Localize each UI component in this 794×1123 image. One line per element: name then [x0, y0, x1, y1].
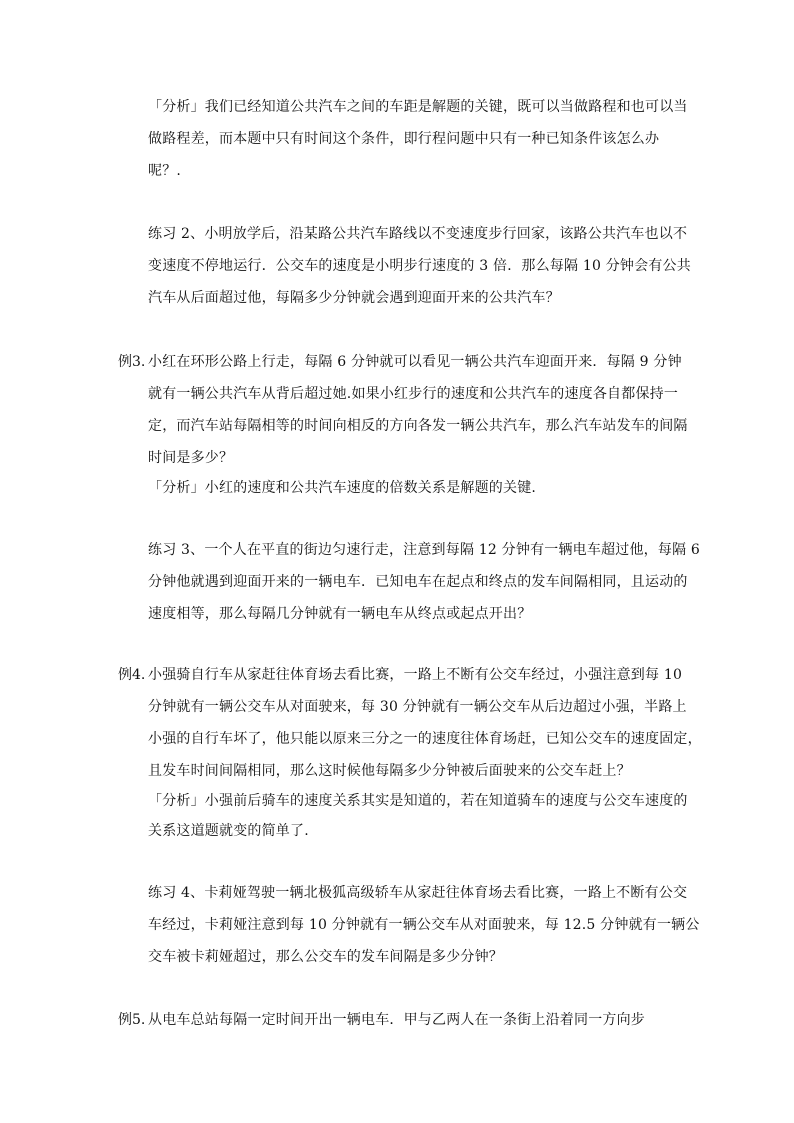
text-line: 速度相等，那么每隔几分钟就有一辆电车从终点或起点开出？ [148, 606, 532, 622]
text-line: 做路程差，而本题中只有时间这个条件，即行程问题中只有一种已知条件该怎么办 [148, 131, 660, 147]
text-line: 小强骑自行车从家赶往体育场去看比赛，一路上不断有公交车经过，小强注意到每 10 [148, 667, 683, 683]
example-3-label: 例3. [118, 354, 146, 370]
example-5-label: 例5. [118, 1012, 146, 1028]
text-line: 车经过，卡莉娅注意到每 10 分钟就有一辆公交车从对面驶来，每 12.5 分钟就有一辆公 [148, 917, 700, 933]
text-line: 且发车时间间隔相同，那么这时候他每隔多少分钟被后面驶来的公交车赶上？ [148, 763, 631, 779]
text-line: 小红在环形公路上行走，每隔 6 分钟就可以看见一辆公共汽车迎面开来．每隔 9 分钟 [148, 354, 682, 370]
text-line: 小强的自行车坏了，他只能以原来三分之一的速度往体育场赶，已知公交车的速度固定， [148, 731, 702, 747]
text-line: 练习 2、小明放学后，沿某路公共汽车路线以不变速度步行回家，该路公共汽车也以不 [148, 226, 688, 242]
text-line: 就有一辆公共汽车从背后超过她.如果小红步行的速度和公共汽车的速度各自都保持一 [148, 386, 679, 402]
example-4-label: 例4. [118, 667, 146, 683]
analysis-line: 关系这道题就变的简单了. [148, 823, 309, 839]
text-line: 练习 3、一个人在平直的街边匀速行走，注意到每隔 12 分钟有一辆电车超过他，每隔 6 [148, 542, 701, 558]
text-line: 从电车总站每隔一定时间开出一辆电车．甲与乙两人在一条街上沿着同一方向步 [148, 1012, 645, 1028]
text-line: 分钟他就遇到迎面开来的一辆电车．已知电车在起点和终点的发车间隔相同，且运动的 [148, 574, 688, 590]
text-line: 定，而汽车站每隔相等的时间向相反的方向各发一辆公共汽车，那么汽车站发车的间隔 [148, 418, 688, 434]
analysis-line: 「分析」小红的速度和公共汽车速度的倍数关系是解题的关键. [148, 480, 537, 496]
text-line: 交车被卡莉娅超过，那么公交车的发车间隔是多少分钟？ [148, 949, 503, 965]
text-line: 汽车从后面超过他，每隔多少分钟就会遇到迎面开来的公共汽车？ [148, 290, 560, 306]
text-line: 呢？. [148, 163, 182, 179]
text-line: 分钟就有一辆公交车从对面驶来，每 30 分钟就有一辆公交车从后边超过小强，半路上 [148, 699, 687, 715]
text-line: 练习 4、卡莉娅驾驶一辆北极狐高级轿车从家赶往体育场去看比赛，一路上不断有公交 [148, 885, 688, 901]
analysis-line: 「分析」小强前后骑车的速度关系其实是知道的，若在知道骑车的速度与公交车速度的 [148, 793, 688, 809]
text-line: 变速度不停地运行．公交车的速度是小明步行速度的 3 倍．那么每隔 10 分钟会有公共 [148, 258, 691, 274]
text-line: 时间是多少？ [148, 450, 234, 466]
text-line: 「分析」我们已经知道公共汽车之间的车距是解题的关键，既可以当做路程和也可以当 [148, 99, 688, 115]
